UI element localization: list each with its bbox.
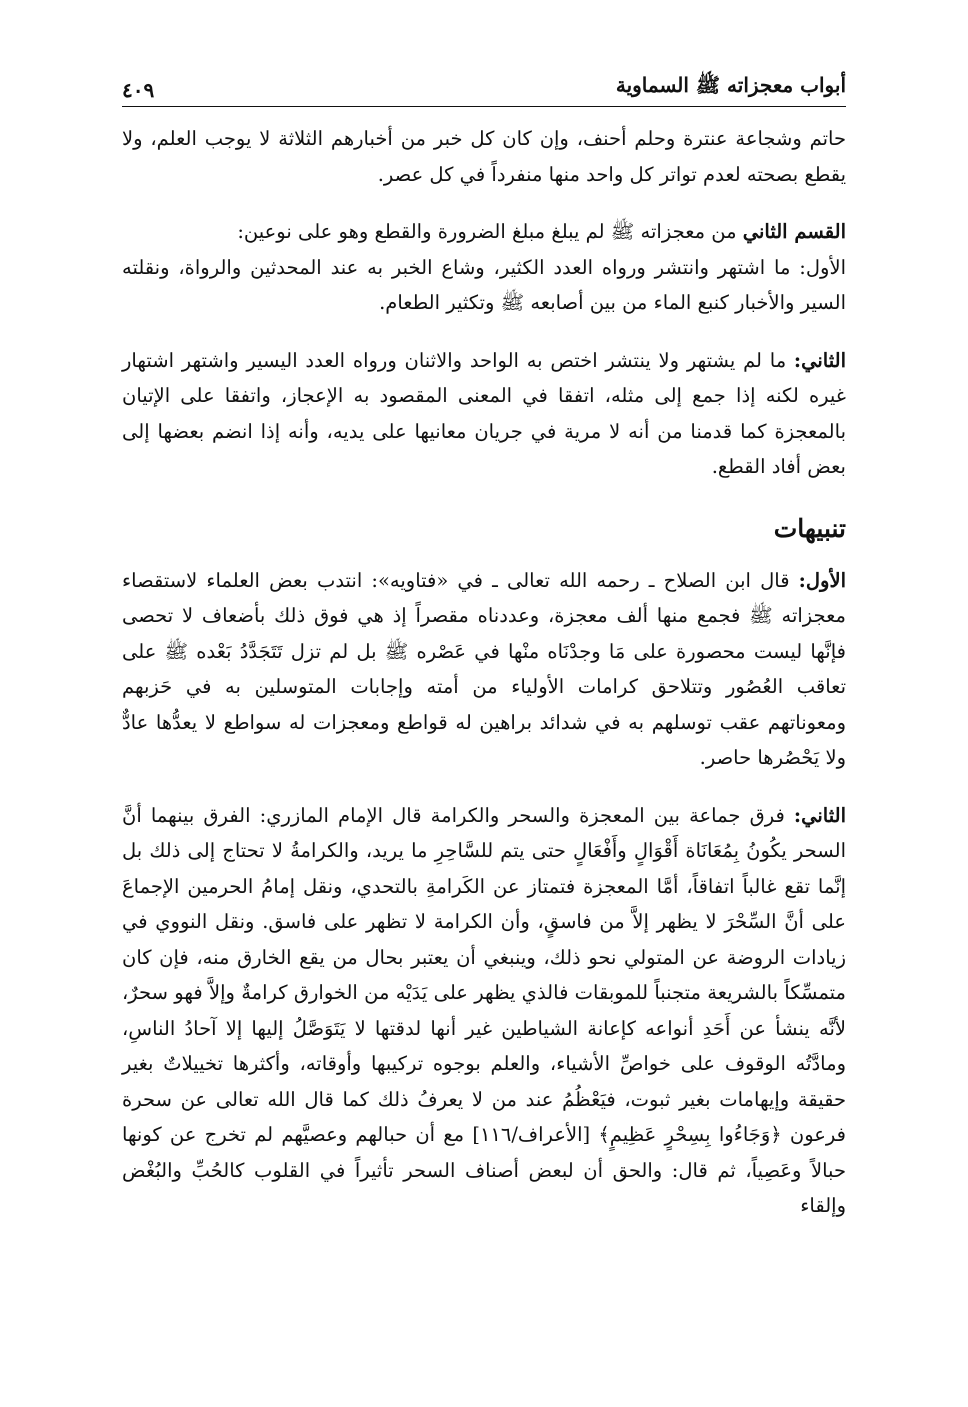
header-title: أبواب معجزاته ﷺ السماوية bbox=[615, 73, 846, 97]
paragraph-6 bbox=[122, 798, 846, 1224]
paragraph-gap bbox=[122, 192, 846, 214]
paragraph-gap bbox=[122, 776, 846, 798]
paragraph-2 bbox=[122, 214, 846, 250]
paragraph-2-text: من معجزاته ﷺ لم يبلغ مبلغ الضرورة والقطع وهو على نوعين: bbox=[237, 220, 743, 243]
paragraph-6-text: فرق جماعة بين المعجزة والسحر والكرامة قال الإمام المازري: الفرق بينهما أنَّ السحر يكُونُ بِمُعَانَاة أَقْوَالٍ وأَفْعَالٍ حتى يتم للسَّاحِرِ ما يريد، والكرامةُ لا تحتاج إلى ذلك بل إنَّما تقع غالباً اتفاقاً، أمَّا المعجزة فتمتاز عن الكَرامةِ بالتحدي، ونقل إمامُ الحرمين الإجماعَ على أنَّ السِّحْرَ لا يظهر إلاَّ من فاسقٍ، وأن الكرامة لا تظهر على فاسق. ونقل النووي في زيادات الروضة عن المتولي نحو ذلك، وينبغي أن يعتبر بحال من يقع الخارق منه، فإن كان متمسِّكاً بالشريعة متجنباً للموبقات فالذي يظهر على يَدَيْه من الخوارق كرامةٌ وإلاَّ فهو سحرٌ، لأنَّه ينشأ عن أَحَدِ أنواعه كإعانة الشياطين غير أنها لدقتها لا يَتَوَصَّلُ إليها إلا آحادُ الناسِ، ومادَّتُه الوقوف على خواصِّ الأشياء، والعلم بوجوه تركيبها وأوقاته، وأكثرها تخييلاتٌ بغير حقيقة وإيهامات بغير ثبوت، فيَعْظُمُ عند من لا يعرفُ ذلك كما قال الله تعالى عن سحرة فرعون ﴿وَجَاءُوا بِسِحْرٍ عَظِيمٍ﴾ [الأعراف/١١٦] مع أن حبالهم وعصيَّهم لم تخرج عن كونها حبالاً وعَصِياً، ثم قال: والحق أن لبعض أصناف السحر تأثيراً في القلوب كالحُبِّ والبُغْض وإلقاء bbox=[122, 803, 847, 1217]
paragraph-3 bbox=[122, 250, 846, 321]
page-number: ٤٠٩ bbox=[122, 78, 155, 102]
running-header bbox=[122, 58, 846, 107]
paragraph-3-text: الأول: ما اشتهر وانتشر ورواه العدد الكثير، وشاع الخبر به عند المحدثين والرواة، ونقلته السير والأخبار كنبع الماء من بين أصابعه ﷺ وتكثير الطعام. bbox=[122, 255, 846, 314]
paragraph-5 bbox=[122, 563, 846, 776]
paragraph-6-lead: الثاني: bbox=[793, 803, 846, 827]
paragraph-1 bbox=[122, 121, 846, 192]
paragraph-5-text: قال ابن الصلاح ـ رحمه الله تعالى ـ في «فتاويه»: انتدب بعض العلماء لاستقصاء معجزاته ﷺ فجمع منها ألف معجزة، وعددناه مقصراً إذ هي فوق ذلك بأضعاف لا تحصى فإنَّها ليست محصورة على مَا وجدْنَاه منْها في عَصْره ﷺ بل لم تزل تَتَجَدَّدُ بَعْده ﷺ على تعاقب العُصُور وتتلاحق كرامات الأولياء من أمته وإجابات المتوسلين به في حَزبهم ومعوناتهم عقب توسلهم به في شدائد براهين له قواطع ومعجزات له سواطع لا يعدُّها عادٌّ ولا يَحْصُرها حاصر. bbox=[122, 568, 846, 769]
paragraph-1-text: حاتم وشجاعة عنترة وحلم أحنف، وإن كان كل خبر من أخبارهم الثلاثة لا يوجب العلم، ولا يقطع بصحته لعدم تواتر كل واحد منها منفرداً في كل عصر. bbox=[122, 127, 846, 186]
paragraph-5-lead: الأول: bbox=[798, 568, 846, 592]
paragraph-2-lead: القسم الثاني bbox=[742, 220, 846, 243]
book-page bbox=[122, 58, 846, 1224]
paragraph-4-lead: الثاني: bbox=[793, 348, 846, 372]
paragraph-gap bbox=[122, 321, 846, 343]
paragraph-4-text: ما لم يشتهر ولا ينتشر اختص به الواحد والاثنان ورواه العدد اليسير واشتهر اشتهار غيره لكنه إذا جمع إلى مثله، اتفقا في المعنى المقصود به الإعجاز، واتفقا على الإتيان بالمعجزة كما قدمنا من أنه لا مرية في جريان معانيها على يديه، وأنه إذا انضم بعضها إلى بعض أفاد القطع. bbox=[122, 348, 846, 478]
section-title: تنبيهات bbox=[773, 513, 846, 543]
paragraph-4 bbox=[122, 343, 846, 485]
page-body bbox=[122, 121, 846, 1224]
